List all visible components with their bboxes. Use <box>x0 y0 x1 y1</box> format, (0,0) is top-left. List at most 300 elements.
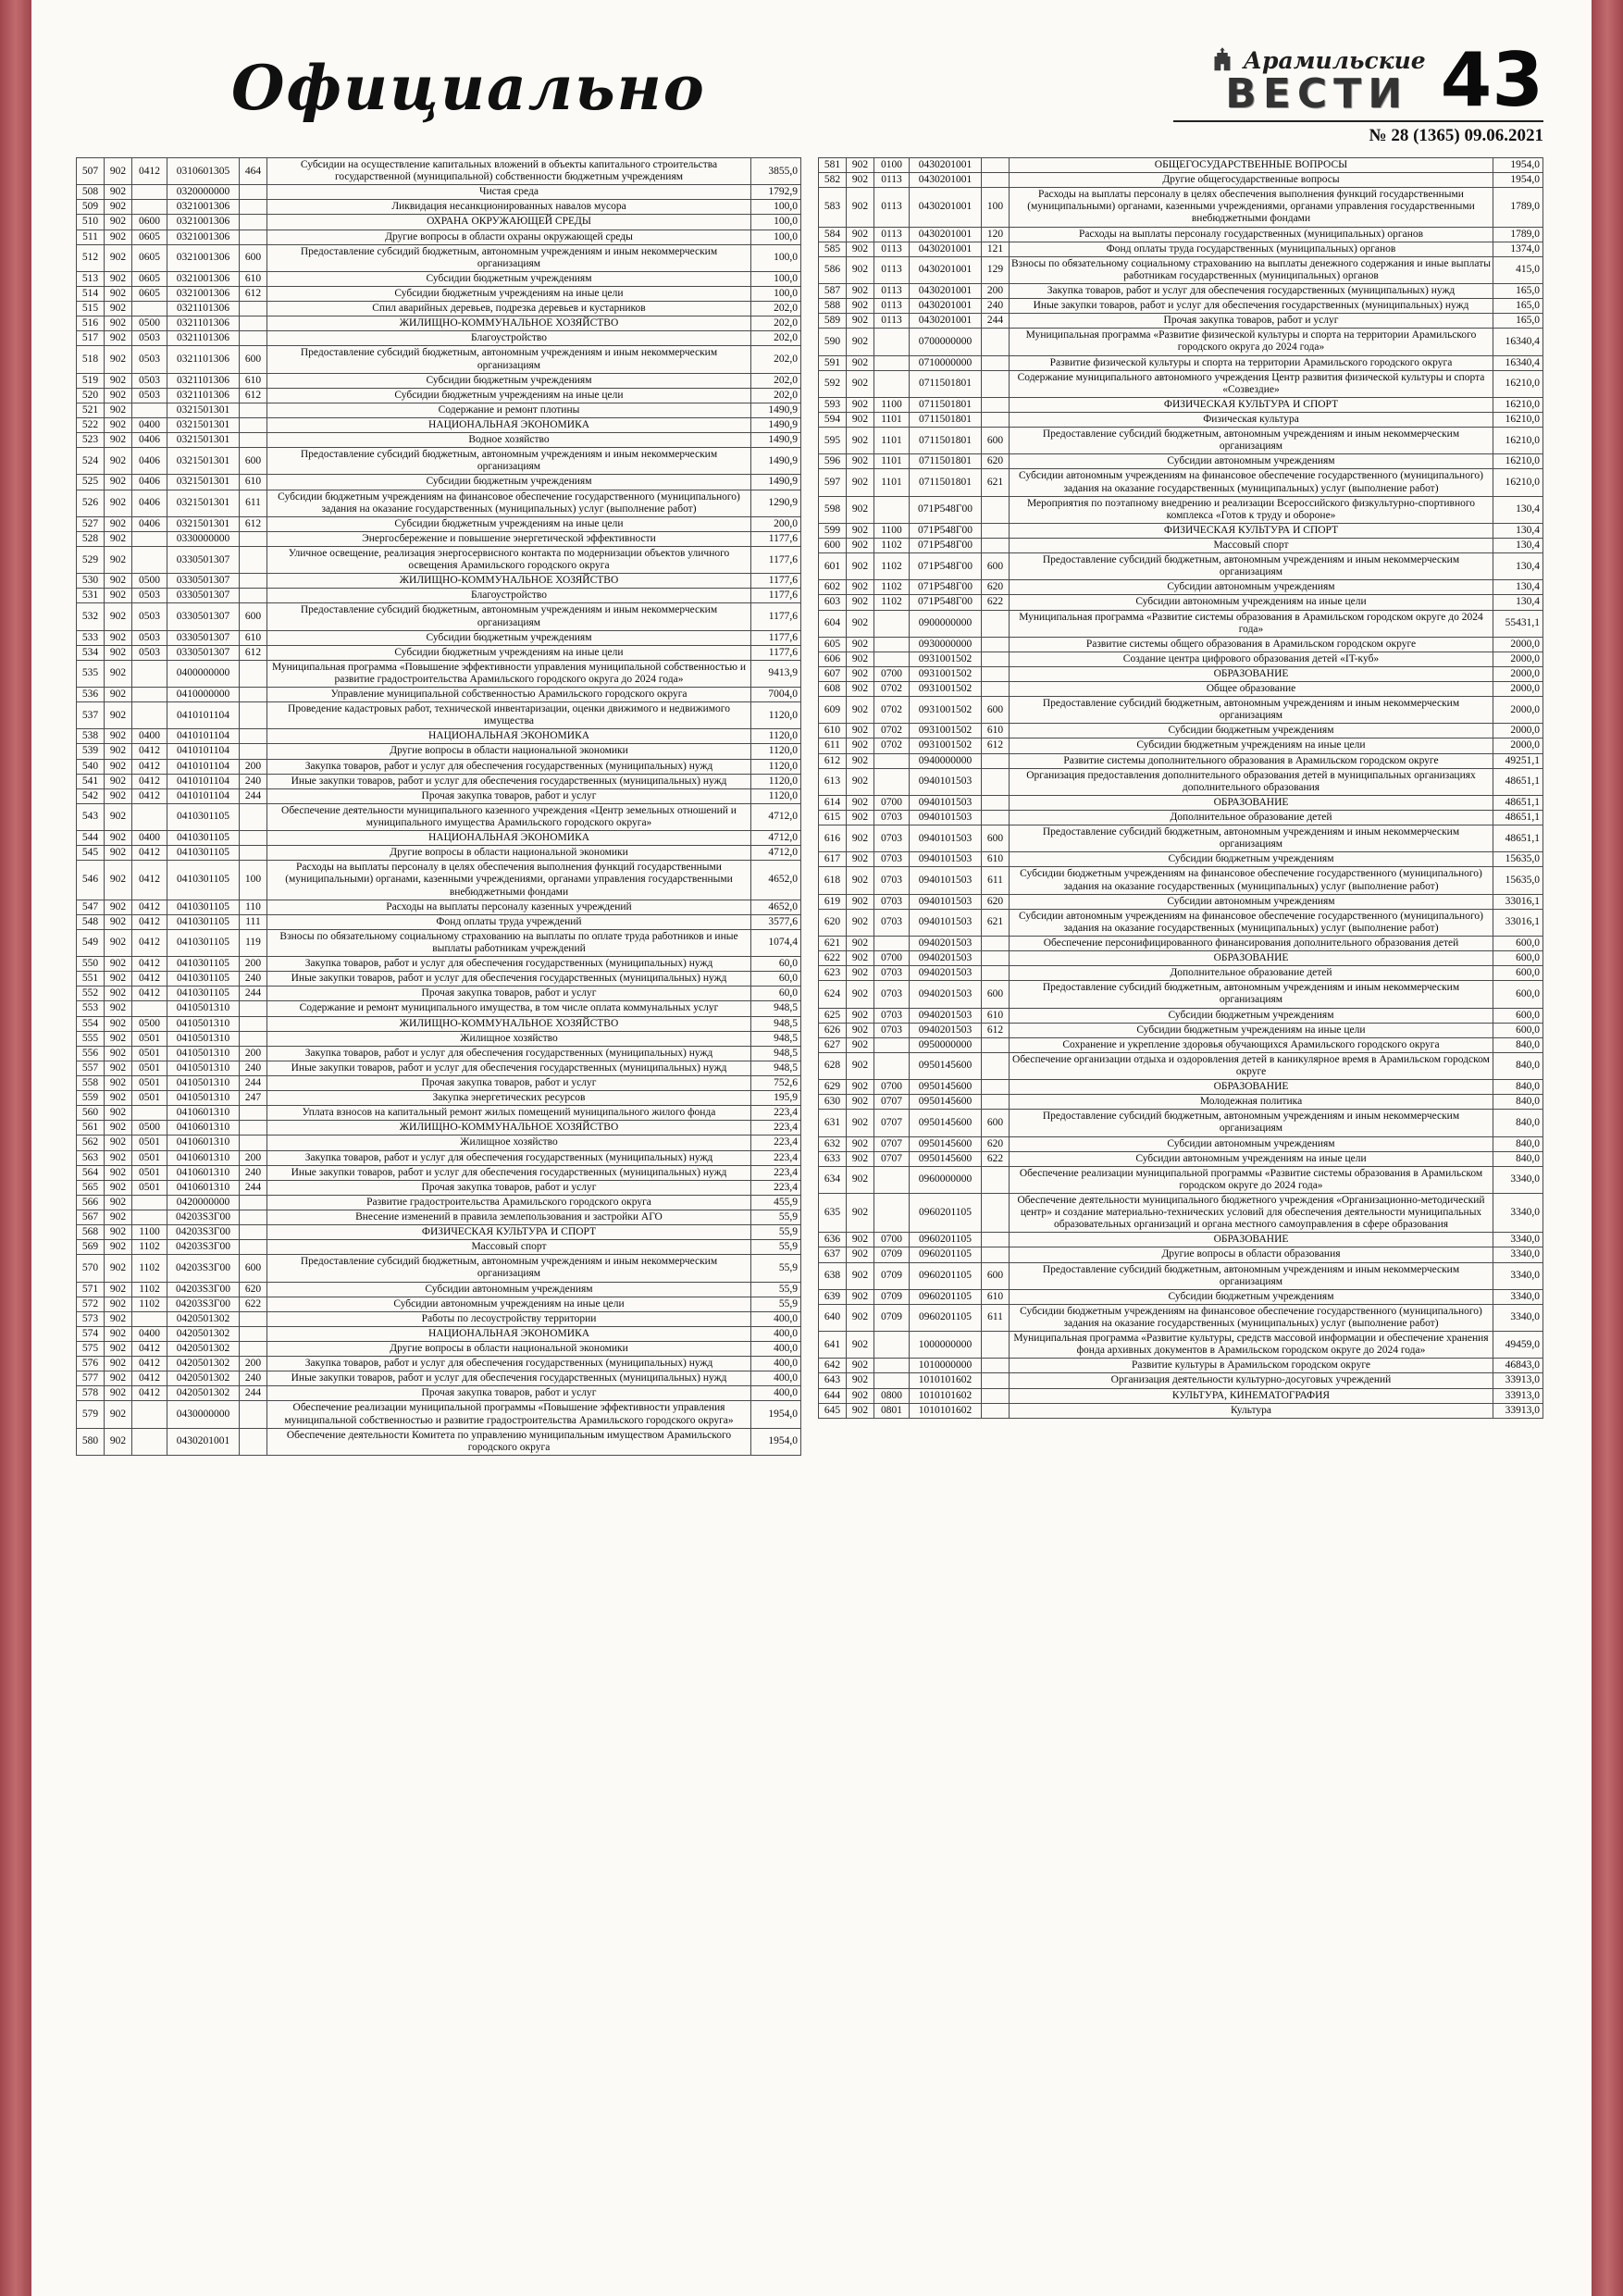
expense-name: Иные закупки товаров, работ и услуг для обеспечения государственных (муниципальных) нужд <box>267 1165 751 1180</box>
amount: 1177,6 <box>751 589 801 603</box>
grbs-code: 902 <box>847 299 874 314</box>
row-number: 534 <box>77 645 105 660</box>
target-article-code: 0410501310 <box>167 1031 240 1046</box>
section-code: 0113 <box>874 173 910 188</box>
row-number: 614 <box>819 795 847 810</box>
expense-name: Субсидии на осуществление капитальных вложений в объекты капитального строительства государственной (муниципальной) собственности бюджетным учреждениям <box>267 158 751 185</box>
grbs-code: 902 <box>105 861 132 900</box>
expense-type-code <box>240 1121 267 1136</box>
amount: 33913,0 <box>1493 1403 1543 1418</box>
row-number: 548 <box>77 914 105 929</box>
table-row <box>819 158 1543 173</box>
target-article-code: 0330000000 <box>167 531 240 546</box>
section-code: 1102 <box>132 1297 167 1311</box>
amount: 55,9 <box>751 1297 801 1311</box>
target-article-code: 1000000000 <box>910 1332 982 1359</box>
table-row <box>819 242 1543 256</box>
section-code <box>874 355 910 370</box>
grbs-code: 902 <box>105 1357 132 1371</box>
target-article-code: 0960201105 <box>910 1233 982 1247</box>
section-code: 0703 <box>874 981 910 1008</box>
expense-type-code <box>240 846 267 861</box>
amount: 130,4 <box>1493 580 1543 595</box>
section-code <box>132 185 167 200</box>
grbs-code: 902 <box>105 957 132 972</box>
amount: 16210,0 <box>1493 397 1543 412</box>
row-number: 629 <box>819 1080 847 1095</box>
section-code: 0113 <box>874 256 910 283</box>
grbs-code: 902 <box>105 1091 132 1106</box>
expense-name: Обеспечение реализации муниципальной программы «Развитие системы образования в Арамильском городском округе до 2024 года» <box>1010 1166 1493 1193</box>
amount: 415,0 <box>1493 256 1543 283</box>
row-number: 586 <box>819 256 847 283</box>
table-row <box>77 688 801 702</box>
row-number: 595 <box>819 428 847 454</box>
row-number: 569 <box>77 1240 105 1255</box>
expense-name: Предоставление субсидий бюджетным, автономным учреждениям и иным некоммерческим организациям <box>1010 1110 1493 1136</box>
target-article-code: 0940201503 <box>910 1008 982 1023</box>
amount: 600,0 <box>1493 951 1543 966</box>
amount: 202,0 <box>751 316 801 331</box>
amount: 1120,0 <box>751 702 801 729</box>
grbs-code: 902 <box>847 256 874 283</box>
grbs-code: 902 <box>847 283 874 298</box>
expense-type-code: 200 <box>240 1046 267 1061</box>
expense-type-code <box>240 1240 267 1255</box>
grbs-code: 902 <box>847 1052 874 1079</box>
expense-type-code: 240 <box>240 1165 267 1180</box>
target-article-code: 0960201105 <box>910 1262 982 1289</box>
target-article-code: 0940201503 <box>910 966 982 981</box>
row-number: 552 <box>77 987 105 1001</box>
section-code: 0412 <box>132 744 167 759</box>
expense-name: Субсидии бюджетным учреждениям <box>267 373 751 388</box>
target-article-code: 0960201105 <box>910 1289 982 1304</box>
row-number: 576 <box>77 1357 105 1371</box>
section-code: 0113 <box>874 299 910 314</box>
row-number: 611 <box>819 738 847 753</box>
table-row <box>77 1255 801 1282</box>
target-article-code: 0940101503 <box>910 867 982 894</box>
amount: 55431,1 <box>1493 610 1543 637</box>
expense-type-code <box>240 1225 267 1240</box>
expense-type-code <box>982 637 1010 652</box>
expense-type-code: 610 <box>982 1008 1010 1023</box>
table-row <box>819 1151 1543 1166</box>
expense-name: ЖИЛИЩНО-КОММУНАЛЬНОЕ ХОЗЯЙСТВО <box>267 1016 751 1031</box>
section-code: 0703 <box>874 825 910 852</box>
budget-table-left-body <box>77 158 801 1456</box>
target-article-code: 0420501302 <box>167 1311 240 1326</box>
row-number: 509 <box>77 200 105 215</box>
table-row <box>77 1341 801 1356</box>
section-code: 0703 <box>874 894 910 909</box>
section-code: 0501 <box>132 1046 167 1061</box>
expense-type-code: 610 <box>240 475 267 490</box>
expense-type-code <box>240 302 267 316</box>
expense-name: ОБРАЗОВАНИЕ <box>1010 951 1493 966</box>
target-article-code: 0420501302 <box>167 1341 240 1356</box>
grbs-code: 902 <box>105 1282 132 1297</box>
expense-name: Другие общегосударственные вопросы <box>1010 173 1493 188</box>
row-number: 574 <box>77 1326 105 1341</box>
grbs-code: 902 <box>847 523 874 538</box>
table-row <box>77 1326 801 1341</box>
row-number: 583 <box>819 188 847 227</box>
section-code: 0703 <box>874 966 910 981</box>
section-code: 1102 <box>874 580 910 595</box>
section-code: 0412 <box>132 788 167 803</box>
table-row <box>819 283 1543 298</box>
grbs-code: 902 <box>105 531 132 546</box>
expense-name: Субсидии бюджетным учреждениям <box>267 475 751 490</box>
row-number: 625 <box>819 1008 847 1023</box>
grbs-code: 902 <box>105 803 132 830</box>
row-number: 545 <box>77 846 105 861</box>
row-number: 631 <box>819 1110 847 1136</box>
amount: 1490,9 <box>751 417 801 432</box>
table-row <box>77 660 801 687</box>
expense-type-code: 121 <box>982 242 1010 256</box>
expense-name: Субсидии бюджетным учреждениям на иные цели <box>267 388 751 403</box>
expense-name: Культура <box>1010 1403 1493 1418</box>
section-code: 0500 <box>132 1016 167 1031</box>
row-number: 585 <box>819 242 847 256</box>
amount: 840,0 <box>1493 1136 1543 1151</box>
section-code: 0412 <box>132 861 167 900</box>
amount: 2000,0 <box>1493 666 1543 681</box>
grbs-code: 902 <box>105 448 132 475</box>
section-code <box>132 1001 167 1016</box>
section-code: 0400 <box>132 1326 167 1341</box>
amount: 400,0 <box>751 1311 801 1326</box>
target-article-code: 0410601310 <box>167 1106 240 1121</box>
expense-name: Субсидии бюджетным учреждениям <box>267 271 751 286</box>
amount: 948,5 <box>751 1031 801 1046</box>
grbs-code: 902 <box>847 682 874 697</box>
amount: 4712,0 <box>751 803 801 830</box>
table-row <box>819 469 1543 496</box>
target-article-code: 0410301105 <box>167 987 240 1001</box>
grbs-code: 902 <box>847 1023 874 1037</box>
table-row <box>77 729 801 744</box>
row-number: 563 <box>77 1150 105 1165</box>
row-number: 610 <box>819 724 847 738</box>
table-row <box>77 448 801 475</box>
table-row <box>77 759 801 774</box>
section-code: 0703 <box>874 1023 910 1037</box>
grbs-code: 902 <box>847 981 874 1008</box>
amount: 1177,6 <box>751 645 801 660</box>
amount: 195,9 <box>751 1091 801 1106</box>
expense-type-code <box>982 523 1010 538</box>
expense-name: Закупка энергетических ресурсов <box>267 1091 751 1106</box>
row-number: 636 <box>819 1233 847 1247</box>
expense-name: Субсидии автономным учреждениям <box>267 1282 751 1297</box>
grbs-code: 902 <box>847 1289 874 1304</box>
target-article-code: 0940201503 <box>910 937 982 951</box>
grbs-code: 902 <box>847 811 874 825</box>
expense-name: Развитие градостроительства Арамильского городского округа <box>267 1195 751 1210</box>
section-code: 0500 <box>132 316 167 331</box>
grbs-code: 902 <box>847 227 874 242</box>
table-row <box>77 803 801 830</box>
table-row <box>819 1359 1543 1373</box>
expense-type-code: 200 <box>240 759 267 774</box>
amount: 202,0 <box>751 346 801 373</box>
amount: 16340,4 <box>1493 355 1543 370</box>
expense-name: Благоустройство <box>267 589 751 603</box>
section-code <box>132 1195 167 1210</box>
table-row <box>77 1210 801 1224</box>
expense-name: Предоставление субсидий бюджетным, автономным учреждениям и иным некоммерческим организациям <box>1010 981 1493 1008</box>
section-code: 0501 <box>132 1031 167 1046</box>
target-article-code: 0410501310 <box>167 1061 240 1075</box>
row-number: 550 <box>77 957 105 972</box>
table-row <box>77 574 801 589</box>
target-article-code: 0410501310 <box>167 1001 240 1016</box>
section-code <box>874 1332 910 1359</box>
section-code <box>132 688 167 702</box>
expense-type-code: 612 <box>240 286 267 301</box>
expense-type-code <box>240 574 267 589</box>
table-row <box>77 475 801 490</box>
grbs-code: 902 <box>847 1095 874 1110</box>
table-row <box>77 972 801 987</box>
row-number: 642 <box>819 1359 847 1373</box>
row-number: 566 <box>77 1195 105 1210</box>
target-article-code: 0410601310 <box>167 1121 240 1136</box>
grbs-code: 902 <box>847 428 874 454</box>
table-row <box>819 538 1543 552</box>
expense-type-code <box>982 666 1010 681</box>
expense-name: ОБРАЗОВАНИЕ <box>1010 1233 1493 1247</box>
table-row <box>819 1008 1543 1023</box>
row-number: 580 <box>77 1428 105 1455</box>
section-code: 0503 <box>132 388 167 403</box>
table-row <box>77 1046 801 1061</box>
expense-type-code: 620 <box>982 1136 1010 1151</box>
target-article-code: 0711501801 <box>910 428 982 454</box>
expense-name: Закупка товаров, работ и услуг для обеспечения государственных (муниципальных) нужд <box>267 957 751 972</box>
row-number: 591 <box>819 355 847 370</box>
expense-type-code <box>982 937 1010 951</box>
target-article-code: 0420501302 <box>167 1386 240 1401</box>
expense-type-code: 610 <box>240 630 267 645</box>
amount: 130,4 <box>1493 523 1543 538</box>
table-row <box>819 496 1543 523</box>
amount: 4652,0 <box>751 861 801 900</box>
grbs-code: 902 <box>105 831 132 846</box>
row-number: 596 <box>819 454 847 469</box>
table-row <box>819 966 1543 981</box>
section-code: 0412 <box>132 158 167 185</box>
row-number: 599 <box>819 523 847 538</box>
target-article-code: 0321501301 <box>167 403 240 417</box>
budget-table-left <box>76 157 801 1456</box>
row-number: 601 <box>819 553 847 580</box>
target-article-code: 0400000000 <box>167 660 240 687</box>
expense-type-code: 244 <box>240 987 267 1001</box>
section-code <box>874 1373 910 1388</box>
expense-name: Другие вопросы в области охраны окружающей среды <box>267 230 751 244</box>
grbs-code: 902 <box>105 286 132 301</box>
expense-type-code: 111 <box>240 914 267 929</box>
table-row <box>77 702 801 729</box>
expense-type-code: 612 <box>982 1023 1010 1037</box>
grbs-code: 902 <box>105 1180 132 1195</box>
row-number: 619 <box>819 894 847 909</box>
section-code <box>132 403 167 417</box>
expense-type-code: 600 <box>982 428 1010 454</box>
page-number: 43 <box>1440 37 1543 123</box>
grbs-code: 902 <box>847 795 874 810</box>
grbs-code: 902 <box>847 355 874 370</box>
grbs-code: 902 <box>847 768 874 795</box>
expense-name: Предоставление субсидий бюджетным, автономным учреждениям и иным некоммерческим организациям <box>1010 553 1493 580</box>
table-row <box>819 1095 1543 1110</box>
amount: 1789,0 <box>1493 188 1543 227</box>
amount: 948,5 <box>751 1016 801 1031</box>
grbs-code: 902 <box>105 660 132 687</box>
amount: 400,0 <box>751 1386 801 1401</box>
row-number: 561 <box>77 1121 105 1136</box>
amount: 202,0 <box>751 331 801 346</box>
grbs-code: 902 <box>847 1008 874 1023</box>
amount: 202,0 <box>751 388 801 403</box>
grbs-code: 902 <box>105 388 132 403</box>
row-number: 628 <box>819 1052 847 1079</box>
amount: 1120,0 <box>751 744 801 759</box>
section-code: 1102 <box>874 595 910 610</box>
amount: 1177,6 <box>751 546 801 573</box>
expense-type-code <box>982 652 1010 666</box>
section-code: 0503 <box>132 331 167 346</box>
row-number: 634 <box>819 1166 847 1193</box>
grbs-code: 902 <box>847 951 874 966</box>
expense-type-code <box>982 397 1010 412</box>
row-number: 532 <box>77 603 105 630</box>
grbs-code: 902 <box>105 1225 132 1240</box>
table-row <box>77 158 801 185</box>
expense-type-code <box>982 795 1010 810</box>
table-row <box>819 768 1543 795</box>
target-article-code: 0410301105 <box>167 803 240 830</box>
grbs-code: 902 <box>847 553 874 580</box>
amount: 2000,0 <box>1493 697 1543 724</box>
section-code: 0406 <box>132 433 167 448</box>
row-number: 535 <box>77 660 105 687</box>
table-row <box>77 645 801 660</box>
grbs-code: 902 <box>105 475 132 490</box>
amount: 55,9 <box>751 1255 801 1282</box>
expense-name: Физическая культура <box>1010 412 1493 427</box>
grbs-code: 902 <box>105 702 132 729</box>
expense-type-code: 129 <box>982 256 1010 283</box>
amount: 130,4 <box>1493 553 1543 580</box>
row-number: 522 <box>77 417 105 432</box>
table-row <box>819 1166 1543 1193</box>
expense-type-code: 621 <box>982 909 1010 936</box>
expense-name: Субсидии автономным учреждениям <box>1010 580 1493 595</box>
expense-name: Массовый спорт <box>267 1240 751 1255</box>
expense-type-code: 610 <box>982 852 1010 867</box>
target-article-code: 0321001306 <box>167 244 240 271</box>
table-row <box>77 490 801 516</box>
grbs-code: 902 <box>847 1166 874 1193</box>
target-article-code: 0711501801 <box>910 454 982 469</box>
table-row <box>819 909 1543 936</box>
section-code: 0707 <box>874 1151 910 1166</box>
expense-type-code <box>982 412 1010 427</box>
table-row <box>77 861 801 900</box>
table-row <box>77 957 801 972</box>
expense-name: Субсидии бюджетным учреждениям на финансовое обеспечение государственного (муниципального) задания на оказание государственных (муниципальных) услуг (выполнение работ) <box>1010 1304 1493 1331</box>
expense-name: Внесение изменений в правила землепользования и застройки АГО <box>267 1210 751 1224</box>
grbs-code: 902 <box>847 637 874 652</box>
table-row <box>819 825 1543 852</box>
target-article-code: 0321001306 <box>167 215 240 230</box>
grbs-code: 902 <box>847 173 874 188</box>
table-row <box>77 1150 801 1165</box>
amount: 3340,0 <box>1493 1247 1543 1262</box>
section-code: 0703 <box>874 909 910 936</box>
target-article-code: 0321001306 <box>167 200 240 215</box>
amount: 600,0 <box>1493 1023 1543 1037</box>
table-row <box>77 388 801 403</box>
expense-name: ОБРАЗОВАНИЕ <box>1010 1080 1493 1095</box>
amount: 33016,1 <box>1493 894 1543 909</box>
amount: 48651,1 <box>1493 825 1543 852</box>
amount: 48651,1 <box>1493 768 1543 795</box>
row-number: 543 <box>77 803 105 830</box>
section-code <box>132 1311 167 1326</box>
section-code: 0709 <box>874 1289 910 1304</box>
section-code <box>874 1166 910 1193</box>
row-number: 584 <box>819 227 847 242</box>
target-article-code: 0410101104 <box>167 702 240 729</box>
row-number: 638 <box>819 1262 847 1289</box>
amount: 1177,6 <box>751 574 801 589</box>
grbs-code: 902 <box>847 909 874 936</box>
section-code: 0406 <box>132 516 167 531</box>
expense-type-code <box>982 496 1010 523</box>
grbs-code: 902 <box>105 546 132 573</box>
grbs-code: 902 <box>105 215 132 230</box>
row-number: 588 <box>819 299 847 314</box>
section-code: 0703 <box>874 811 910 825</box>
grbs-code: 902 <box>105 1195 132 1210</box>
grbs-code: 902 <box>105 1428 132 1455</box>
grbs-code: 902 <box>847 724 874 738</box>
section-code: 0703 <box>874 1008 910 1023</box>
grbs-code: 902 <box>105 688 132 702</box>
expense-name: Фонд оплаты труда учреждений <box>267 914 751 929</box>
row-number: 592 <box>819 370 847 397</box>
section-code: 0412 <box>132 1371 167 1386</box>
amount: 400,0 <box>751 1357 801 1371</box>
table-row <box>77 589 801 603</box>
section-code: 0707 <box>874 1136 910 1151</box>
section-code <box>874 1193 910 1232</box>
section-code: 0412 <box>132 972 167 987</box>
amount: 223,4 <box>751 1165 801 1180</box>
row-number: 626 <box>819 1023 847 1037</box>
amount: 948,5 <box>751 1001 801 1016</box>
expense-name: НАЦИОНАЛЬНАЯ ЭКОНОМИКА <box>267 729 751 744</box>
target-article-code: 0410601310 <box>167 1136 240 1150</box>
section-code <box>132 531 167 546</box>
